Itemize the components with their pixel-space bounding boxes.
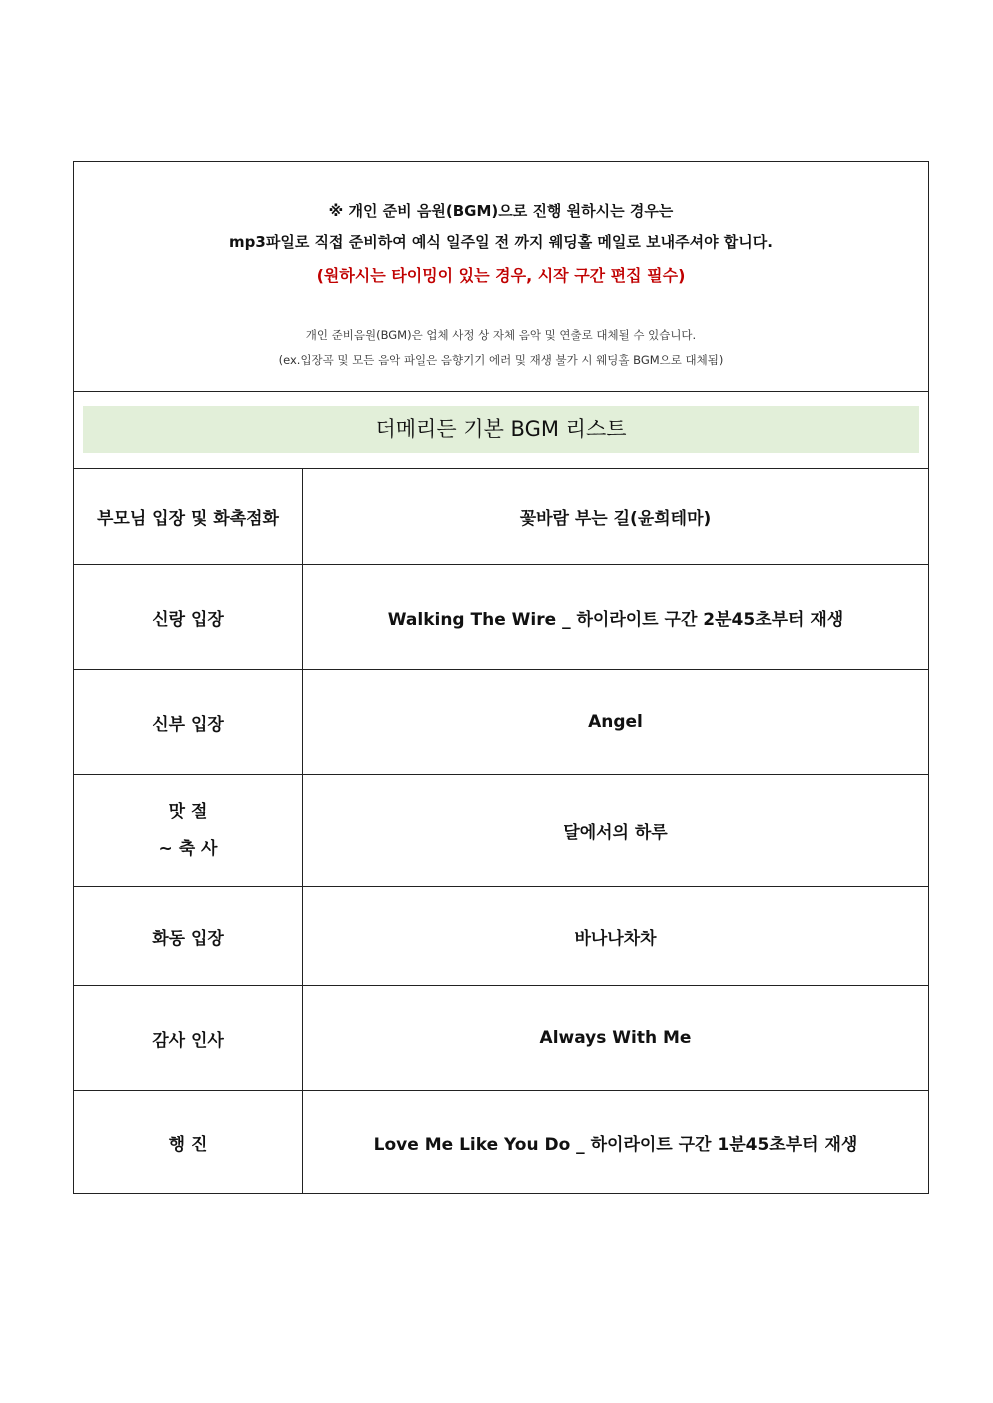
table-row [74,775,928,887]
song-cell: Love Me Like You Do _ 하이라이트 구간 1분45초부터 재생 [373,1134,858,1155]
event-cell: 행 진 [74,1091,303,1193]
table-row [74,986,928,1091]
notice-section [74,162,928,392]
table-row [74,469,928,565]
notice-line-5: (ex.입장곡 및 모든 음악 파일은 음향기기 에러 및 재생 불가 시 웨딩홀 BGM으로 대체됨) [278,353,724,367]
event-cell: 화동 입장 [74,887,303,985]
table-row [74,1091,928,1193]
event-line-1: 맛 절 [168,801,208,822]
table-row [74,565,928,670]
song-cell: Always With Me [539,1028,692,1048]
list-title: 더메리든 기본 BGM 리스트 [83,406,919,453]
table-row [74,887,928,986]
bgm-document-table [73,161,929,1194]
event-cell: 신부 입장 [74,670,303,774]
notice-line-4: 개인 준비음원(BGM)은 업체 사정 상 자체 음악 및 연출로 대체될 수 있습니다. [305,328,697,342]
song-cell: 달에서의 하루 [563,823,668,843]
event-cell [74,775,303,886]
notice-line-2: mp3파일로 직접 준비하여 예식 일주일 전 까지 웨딩홀 메일로 보내주셔야 합니다. [229,233,773,251]
song-cell: 꽃바람 부는 길(윤희테마) [519,509,712,529]
song-cell: Walking The Wire _ 하이라이트 구간 2분45초부터 재생 [387,609,844,630]
table-row [74,670,928,775]
song-cell: 바나나차차 [574,928,657,949]
song-cell: Angel [588,712,643,732]
event-line-2: ~ 축 사 [158,838,218,859]
list-title-section [74,392,928,469]
notice-line-1: ※ 개인 준비 음원(BGM)으로 진행 원하시는 경우는 [328,202,674,220]
event-cell: 감사 인사 [74,986,303,1090]
event-cell: 신랑 입장 [74,565,303,669]
notice-line-red: (원하시는 타이밍이 있는 경우, 시작 구간 편집 필수) [316,266,686,285]
event-cell: 부모님 입장 및 화촉점화 [74,469,303,564]
